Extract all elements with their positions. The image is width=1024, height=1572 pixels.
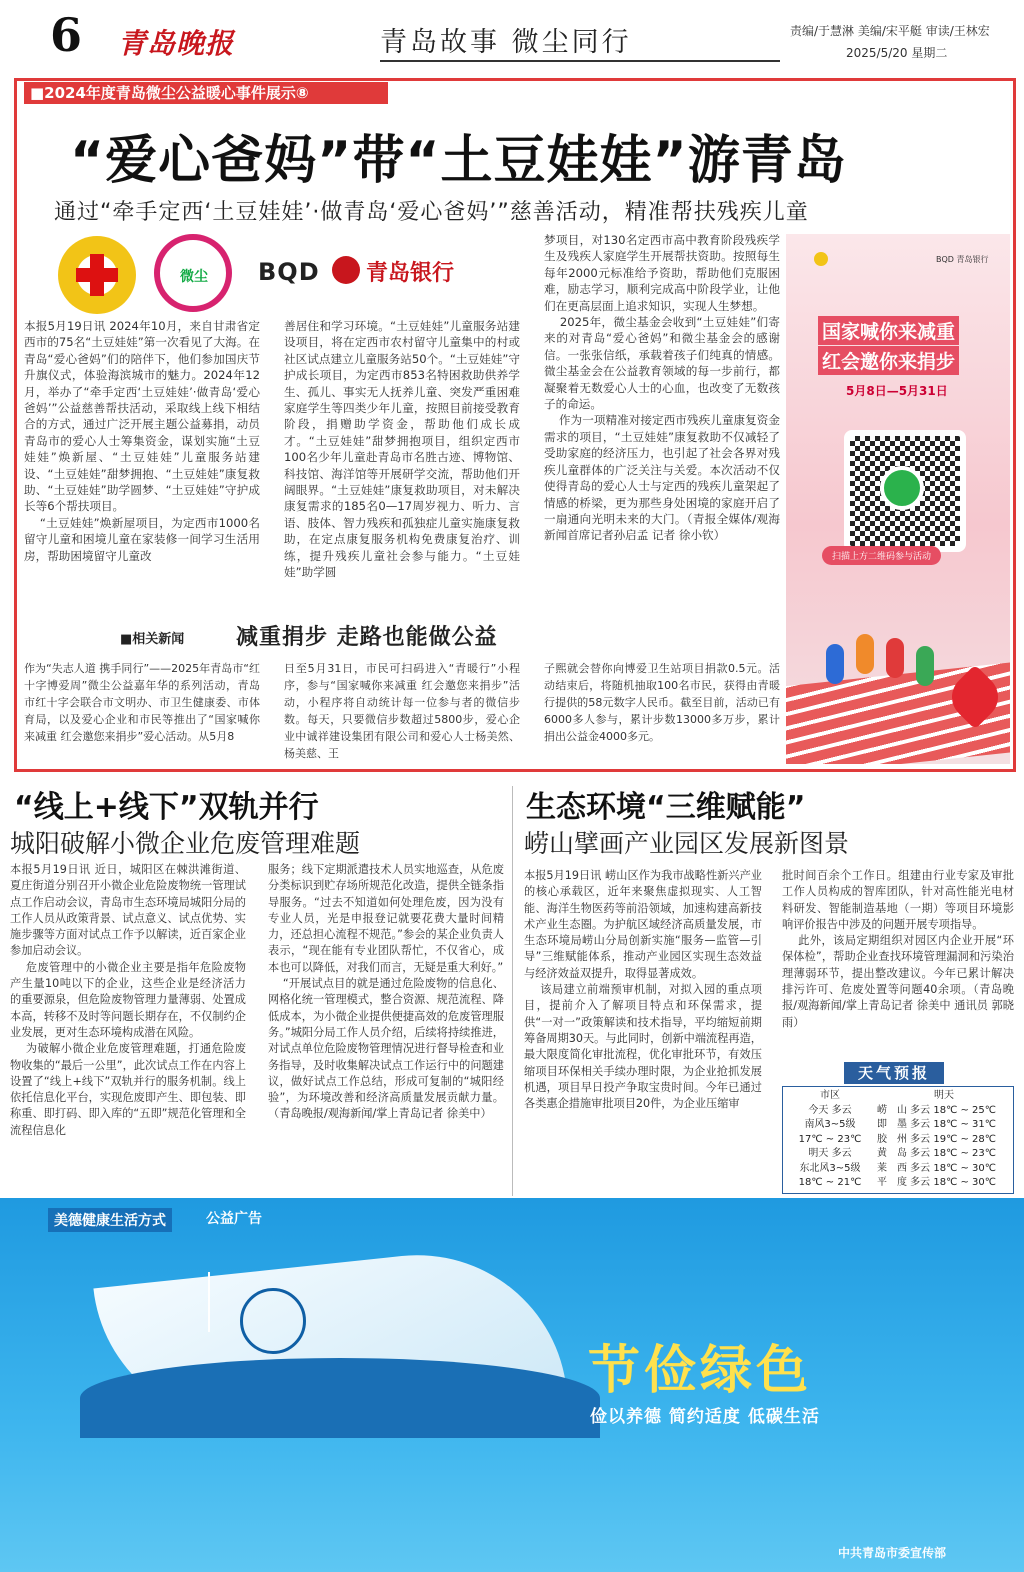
bicycle-icon (240, 1288, 306, 1354)
related-news-tag: ■相关新闻 (120, 632, 185, 647)
runner-icon (826, 644, 844, 684)
poster-date: 5月8日—5月31日 (846, 384, 948, 398)
story-left-column-1: 本报5月19日讯 近日，城阳区在棘洪滩街道、夏庄街道分别召开小微企业危险废物统一管理试点工作启动会议，青岛市生态环境局城阳分局的工作人员从政策背景、试点意义、试点优势、实施步骤等方面对试点工作予以解读，近百家企业参加启动会议。 危废管理中的小微企业主要是指年危险废物产生量10吨以下的企业，这些企业是经济活力的重要源泉，但危险废物管理力量薄弱、处置成本高，转移不及时等问题长期存在，不仅制约企业发展，更对生态环境构成潜在风险。 为破解小微企业危废管理难题，打通危险废物收集的“最后一公里”，此次试点工作在内容上设置了“线上+线下”双轨并行的服务机制。线上依托信息化平台，实现危废即产生、即包装、即称重、即打码、即入库的“五即”规范化管理和全流程信息化 (10, 863, 246, 1137)
weather-districts: 明天 崂 山 多云 18℃ ~ 25℃ 即 墨 多云 18℃ ~ 31℃ 胶 州 多云 19℃ ~ 28℃ 黄 岛 多云 18℃ ~ 23℃ 莱 西 多云 18℃ ~ 30℃ 平 度 多云 18℃ ~ 30℃ (877, 1090, 997, 1188)
column-divider (512, 786, 513, 1196)
hill-illustration-icon (80, 1358, 600, 1438)
feature-column-1: 本报5月19日讯 2024年10月，来自甘肃省定西市的75名“土豆娃娃”第一次看见了大海。在青岛“爱心爸妈”们的陪伴下，他们参加国庆节升旗仪式，体验海滨城市的魅力。2024年12月，举办了“牵手定西‘土豆娃娃’·做青岛‘爱心爸妈’”公益慈善帮扶活动，采取线上线下相结合的方式，通过广泛开展主题公益募捐，动员青岛市的爱心人士筹集资金，谋划实施“土豆娃娃”焕新屋、“土豆娃娃”儿童服务站建设、“土豆娃娃”甜梦拥抱、“土豆娃娃”康复救助、“土豆娃娃”助学圆梦、“土豆娃娃”守护成长等6个帮扶项目。 “土豆娃娃”焕新屋项目，为定西市1000名留守儿童和困境儿童在家装修一间学习生活用房，帮助困境留守儿童改 (24, 319, 260, 563)
bqd-logo: BQD (258, 258, 320, 286)
related-column-1: 作为“失志人道 携手同行”——2025年青岛市“红十字博爱周”微尘公益嘉年华的系列活动，青岛市红十字会联合市文明办、市卫生健康委、市体育局，以及爱心企业和市民等推出了“国家喊你来减重 红会邀您来捐步”爱心活动。从5月8 (24, 662, 260, 743)
runner-icon (856, 634, 874, 674)
weichen-logo-icon (150, 232, 238, 316)
issue-date: 2025/5/20 星期二 (846, 46, 948, 60)
ad-tag: 美德健康生活方式 (48, 1208, 172, 1232)
story-left-headline: “线上+线下”双轨并行 (14, 790, 319, 825)
story-right-column-1: 本报5月19日讯 崂山区作为我市战略性新兴产业的核心承载区，近年来聚焦虚拟现实、人工智能、海洋生物医药等前沿领域，加速构建高新技术产业生态圈。为护航区域经济高质量发展，市生态环境局崂山分局创新实施“服务—监管—引导”三维赋能体系，推动产业园区实现生态效益与经济效益双提升，取得显著成效。 该局建立前端预审机制，对拟入园的重点项目，提前介入了解项目特点和环保需求，提供“一对一”政策解读和技术指导，平均缩短前期筹备周期30天。与此同时，创新中端流程再造，最大限度简化审批流程，优化审批环节，有效压缩项目环保相关手续办理时限，为企业抢抓发展机遇，项目早日投产争取宝贵时间。今年已通过各类惠企措施审批项目20件，为企业压缩审 (524, 869, 762, 1111)
qr-center-logo-icon (880, 466, 924, 510)
bank-logo: 青岛银行 (366, 261, 455, 286)
poster-slogan-1: 国家喊你来减重 (818, 316, 959, 345)
masthead (0, 0, 1024, 72)
story-left-column-2: 服务；线下定期派遣技术人员实地巡查，从危废分类标识到贮存场所规范化改造，提供全链条指导服务。“过去不知道如何处理危废，因为没有专业人员，光是申报登记就要花费大量时间精力，还总担心流程不规范。”参会的某企业负责人表示，“现在能有专业团队帮忙，不仅省心，成本也可以降低，对我们而言，无疑是重大利好。” “开展试点目的就是通过危险废物的信息化、网格化统一管理模式，整合资源、规范流程、降低成本，为小微企业提供便捷高效的危废管理服务。”城阳分局工作人员介绍，后续将持续推进，对试点单位危险废物管理情况进行督导检查和业务指导，及时收集解决试点工作运行中的问题建议，做好试点工作总结，形成可复制的“城阳经验”，为环境改善和经济高质量发展贡献力量。（青岛晚报/观海新闻/掌上青岛记者 徐美中） (268, 863, 504, 1121)
story-left-subheadline: 城阳破解小微企业危废管理难题 (10, 829, 361, 858)
bank-q-icon (332, 256, 360, 284)
related-news-headline: 减重捐步 走路也能做公益 (236, 625, 498, 650)
campaign-poster (786, 234, 1010, 764)
runner-icon (916, 646, 934, 686)
ad-slogan: 俭以养德 简约适度 低碳生活 (590, 1407, 820, 1427)
section-title: 青岛故事 微尘同行 (380, 27, 632, 58)
feature-column-2: 善居住和学习环境。“土豆娃娃”儿童服务站建设项目，将在定西市农村留守儿童集中的村或社区试点建立儿童服务站50个。“土豆娃娃”守护成长项目，为定西市853名特困救助供养学生、孤儿、事实无人抚养儿童、突发严重困难家庭学生等四类少年儿童，按照目前接受教育阶段，捐赠助学资金，帮助他们成长成才。“土豆娃娃”甜梦拥抱项目，组织定西市100名少年儿童赴青岛市名胜古迹、博物馆、科技馆、海洋馆等开展研学交流，帮助他们开阔眼界。“土豆娃娃”康复救助项目，对未解决康复需求的185名0—17周岁视力、听力、言语、肢体、智力残疾和孤独症儿童实施康复救助，在定点康复服务机构免费康复治疗、训练，提升残疾儿童社会参与能力。“土豆娃娃”助学圆 (284, 319, 520, 580)
poster-slogan-2: 红会邀你来捐步 (818, 346, 959, 375)
story-right-headline: 生态环境“三维赋能” (526, 790, 806, 825)
story-right-column-2: 批时间百余个工作日。组建由行业专家及审批工作人员构成的智库团队，针对高性能光电材料研发、智能制造基地（一期）等项目环境影响评价报告中涉及的问题开展专项指导。 此外，该局定期组织对园区内企业开展“环保体检”，帮助企业查找环境管理漏洞和污染治理薄弱环节，提出整改建议。今年已累计解决排污许可、危废处置等问题40余项。（青岛晚报/观海新闻/掌上青岛记者 徐美中 通讯员 郭晓雨） (782, 869, 1014, 1029)
related-column-3: 子熙就会替你向博爱卫生站项目捐款0.5元。活动结束后，将随机抽取100名市民，获得由青暖行提供的58元数字人民币。截至目前，活动已有6000多人参与，累计步数13000多万步，累计捐出公益金4000多元。 (544, 662, 780, 743)
public-service-ad (0, 1198, 1024, 1572)
poster-bank-logo: BQD 青岛银行 (936, 255, 989, 264)
ad-label: 公益广告 (206, 1211, 262, 1227)
wind-turbine-icon (208, 1272, 210, 1332)
weather-title: 天气预报 (844, 1062, 944, 1084)
header-rule (380, 60, 780, 62)
feature-column-3: 梦项目，对130名定西市高中教育阶段残疾学生及残疾人家庭学生开展帮扶资助。按照每生每年2000元标准给予资助，帮助他们克服困难，励志学习，顺利完成高中阶段学业，让他们在更高层面上追求知识，实现人生梦想。 2025年，微尘基金会收到“土豆娃娃”们寄来的对青岛“爱心爸妈”和微尘基金会的感谢信。一张张信纸，承载着孩子们纯真的情感。微尘基金会在公益教育领域的每一步前行，都凝聚着无数爱心人士的心血，也改变了无数孩子的命运。 作为一项精准对接定西市残疾儿童康复资金需求的项目，“土豆娃娃”康复救助不仅减轻了受助家庭的经济压力，也引起了社会各界对残疾儿童群体的广泛关注与关爱。本次活动不仅使得青岛的爱心人士与定西的残疾儿童架起了情感的桥梁，更为那些身处困境的家庭开启了一扇通向光明未来的大门。（青报全媒体/观海新闻首席记者孙启孟 记者 徐小钦） (544, 233, 780, 543)
poster-scan-hint: 扫描上方二维码参与活动 (822, 546, 941, 565)
page-number: 6 (50, 8, 83, 62)
feature-banner: ■2024年度青岛微尘公益暖心事件展示⑧ (24, 82, 388, 104)
feature-subtitle: 通过“牵手定西‘土豆娃娃’·做青岛‘爱心爸妈’”慈善活动，精准帮扶残疾儿童 (54, 200, 809, 225)
runner-icon (886, 638, 904, 678)
weather-forecast (782, 1062, 1014, 1196)
ad-credit: 中共青岛市委宣传部 (838, 1546, 947, 1560)
weather-city: 市区 今天 多云 南风3~5级 17℃ ~ 23℃ 明天 多云 东北风3~5级 18℃ ~ 21℃ (798, 1090, 862, 1188)
weather-box (782, 1086, 1014, 1194)
weichen-logo-text: 微尘 (180, 269, 208, 285)
poster-red-cross-icon (814, 252, 828, 266)
red-cross-logo-icon (58, 236, 136, 314)
ad-headline: 节俭绿色 (588, 1341, 813, 1401)
story-right-subheadline: 崂山擘画产业园区发展新图景 (524, 829, 850, 858)
newspaper-logo: 青岛晚报 (118, 27, 235, 60)
feature-headline: “爱心爸妈”带“土豆娃娃”游青岛 (70, 131, 847, 191)
editors-credit: 责编/于慧淋 美编/宋平艇 审读/王林宏 (790, 24, 990, 38)
related-column-2: 日至5月31日，市民可扫码进入“青暖行”小程序，参与“国家喊你来减重 红会邀您来捐步”活动，小程序将自动统计每一位参与者的微信步数。每天，只要微信步数超过5800步，爱心企业中诚祥建设集团有限公司和爱心人士杨美然、杨美慈、王 (284, 662, 520, 760)
